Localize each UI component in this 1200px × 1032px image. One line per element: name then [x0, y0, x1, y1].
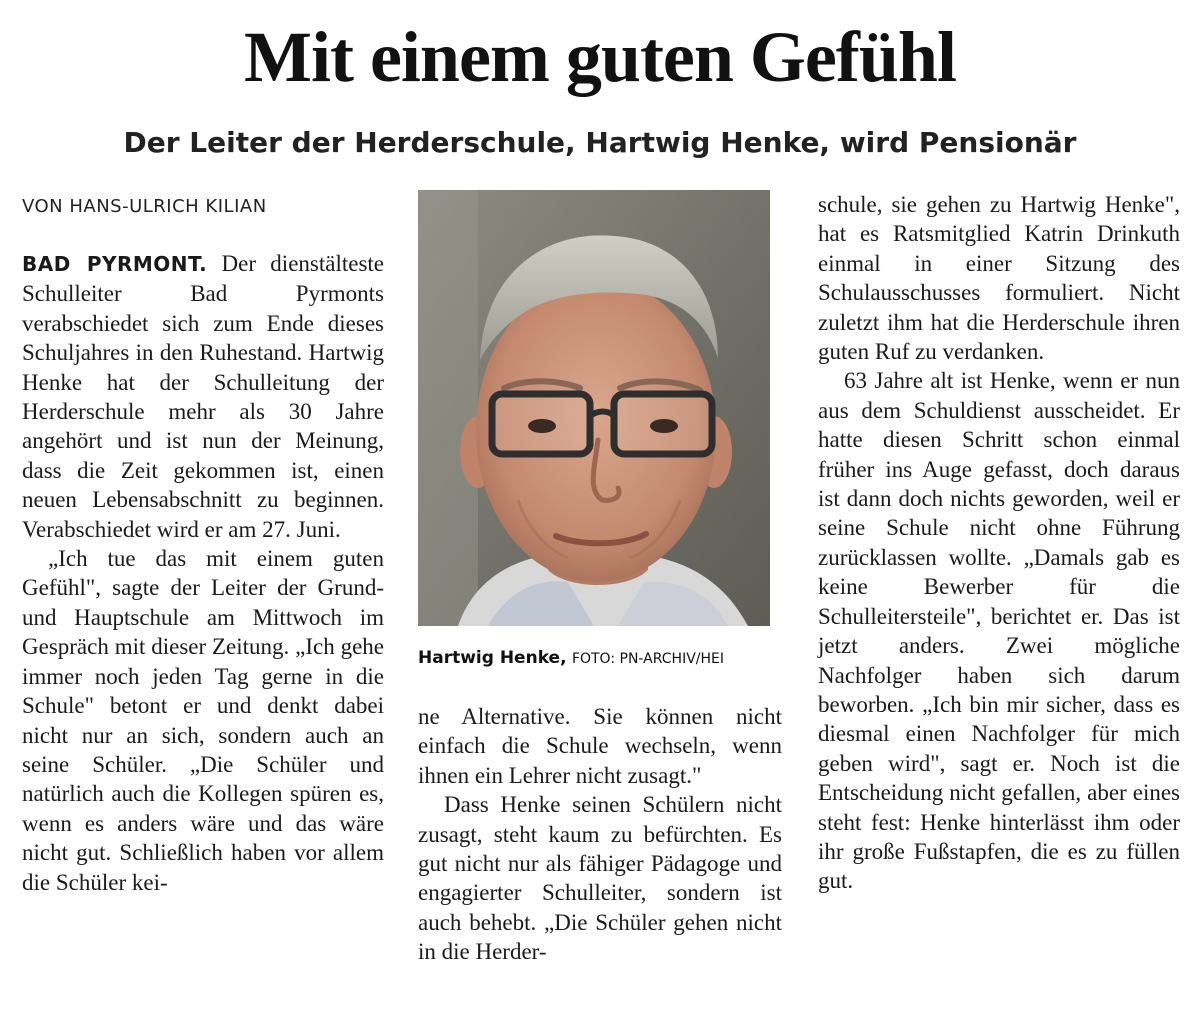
photo-credit: FOTO: PN-ARCHIV/HEI	[571, 651, 724, 667]
paragraph: „Ich tue das mit einem guten Gefühl", sagte der Leiter der Grund- und Hauptschule am Mittwoch im Gespräch mit dieser Zeitung. „Ich gehe immer noch jeden Tag gerne in die Schule" betont er und denkt dabei nicht nur an sich, sondern auch an seine Schüler. „Die Schüler und natürlich auch die Kollegen spüren es, wenn es anders wäre und das wäre nicht gut. Schließlich haben vor allem die Schüler kei-	[22, 546, 384, 895]
article-column-2	[418, 702, 782, 967]
headline: Mit einem guten Gefühl	[244, 17, 956, 97]
paragraph	[22, 249, 384, 544]
paragraph-text: Der dienstälteste Schulleiter Bad Pyrmonts verabschiedet sich zum Ende dieses Schuljahres in den Ruhestand. Hartwig Henke hat der Schulleitung der Herderschule mehr als 30 Jahre angehört und ist nun der Meinung, dass die Zeit gekommen ist, einen neuen Lebensabschnitt zu beginnen. Verabschiedet wird er am 27. Juni.	[22, 251, 384, 542]
article-column-1	[22, 249, 384, 897]
portrait-illustration	[418, 190, 770, 626]
byline: VON HANS-ULRICH KILIAN	[22, 196, 267, 217]
dateline: BAD PYRMONT.	[22, 252, 208, 276]
paragraph: 63 Jahre alt ist Henke, wenn er nun aus dem Schuldienst ausscheidet. Er hatte diesen Schritt schon einmal früher ins Auge gefasst, doch daraus ist dann doch nichts geworden, weil er seine Schule nicht ohne Führung zurücklassen wollte. „Damals gab es keine Bewerber für die Schulleitersteile", berichtet er. Das ist jetzt anders. Zwei mögliche Nachfolger haben sich darum beworben. „Ich bin mir sicher, dass es diesmal einen Nachfolger für mich geben wird", sagt er. Noch ist die Entscheidung nicht gefallen, aber eines steht fest: Henke hinterlässt ihm oder ihr große Fußstapfen, die es zu füllen gut.	[818, 368, 1180, 894]
photo-caption	[418, 643, 788, 674]
caption-name: Hartwig Henke,	[418, 648, 567, 668]
portrait-photo	[418, 190, 770, 626]
paragraph: schule, sie gehen zu Hartwig Henke", hat es Ratsmitglied Katrin Drinkuth einmal in einer Sitzung des Schulausschusses formuliert. Nicht zuletzt ihm hat die Herderschule ihren guten Ruf zu verdanken.	[818, 192, 1180, 365]
article-column-3	[818, 190, 1180, 896]
paragraph: ne Alternative. Sie können nicht einfach die Schule wechseln, wenn ihnen ein Lehrer nicht zusagt."	[418, 704, 782, 788]
subheadline: Der Leiter der Herderschule, Hartwig Henke, wird Pensionär	[123, 126, 1077, 159]
paragraph: Dass Henke seinen Schülern nicht zusagt, steht kaum zu befürchten. Es gut nicht nur als fähiger Pädagoge und engagierter Schulleiter, sondern ist auch behebt. „Die Schüler gehen nicht in die Herder-	[418, 792, 782, 965]
